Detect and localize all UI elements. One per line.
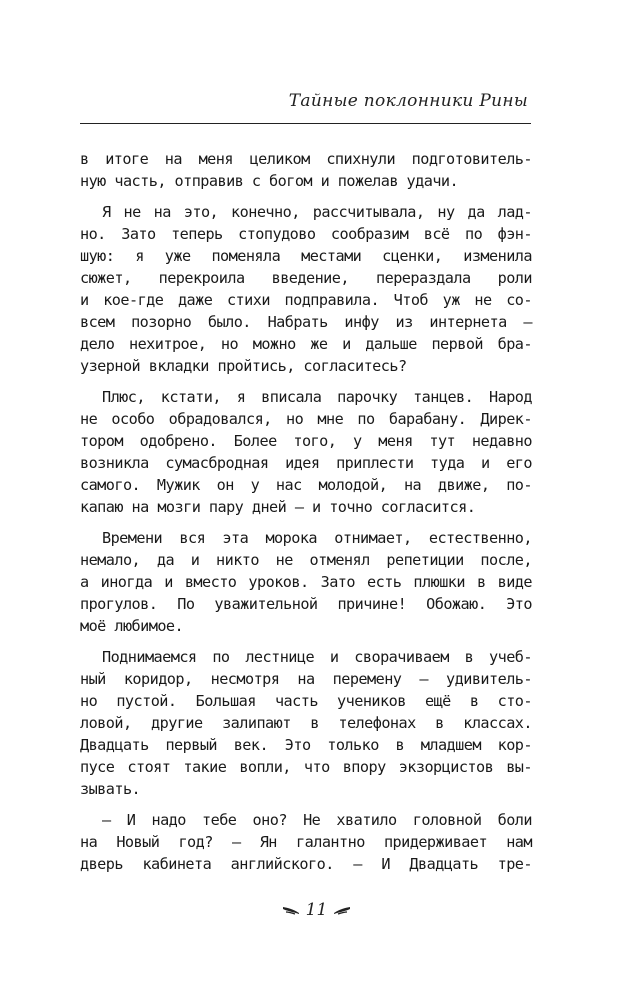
- text-line: Я не на это, конечно, рассчитывала, ну да лад-: [102, 203, 532, 221]
- paragraph: [80, 646, 532, 800]
- text-line: прогулов. По уважительной причине! Обожаю. Это: [80, 595, 532, 613]
- text-line: моё любимое.: [80, 617, 184, 635]
- text-line: а иногда и вместо уроков. Зато есть плюшки в виде: [80, 573, 532, 591]
- text-line: на Новый год? — Ян галантно придерживает нам: [80, 833, 532, 851]
- text-line: узерной вкладки пройтись, согласитесь?: [80, 357, 407, 375]
- text-line: ный коридор, несмотря на перемену — удивитель-: [80, 670, 532, 688]
- text-line: сюжет, перекроила введение, перераздала роли: [80, 269, 532, 287]
- text-line: ную часть, отправив с богом и пожелав удачи.: [80, 172, 459, 190]
- text-line: не особо обрадовался, но мне по барабану. Дирек-: [80, 410, 532, 428]
- text-line: самого. Мужик он у нас молодой, на движе, по-: [80, 476, 532, 494]
- page-footer: [0, 900, 633, 920]
- text-line: дверь кабинета английского. — И Двадцать тре-: [80, 855, 532, 873]
- paragraph: [80, 809, 532, 875]
- text-line: — И надо тебе оно? Не хватило головной боли: [102, 811, 532, 829]
- text-line: ловой, другие залипают в телефонах в классах.: [80, 714, 532, 732]
- text-line: дело нехитрое, но можно же и дальше первой бра-: [80, 335, 532, 353]
- text-line: в итоге на меня целиком спихнули подготовитель-: [80, 150, 532, 168]
- text-line: Поднимаемся по лестнице и сворачиваем в учеб-: [102, 648, 532, 666]
- page-number: 11: [305, 900, 328, 920]
- paragraph: [80, 386, 532, 518]
- left-flourish-icon: [282, 905, 300, 915]
- right-flourish-icon: [333, 905, 351, 915]
- text-line: зывать.: [80, 780, 141, 798]
- text-line: но пустой. Большая часть учеников ещё в сто-: [80, 692, 532, 710]
- text-line: капаю на мозги пару дней — и точно согласится.: [80, 498, 476, 516]
- text-line: Двадцать первый век. Это только в младшем кор-: [80, 736, 532, 754]
- paragraph: [80, 527, 532, 637]
- text-line: тором одобрено. Более того, у меня тут недавно: [80, 432, 532, 450]
- text-line: пусе стоят такие вопли, что впору экзорцистов вы-: [80, 758, 532, 776]
- text-line: Времени вся эта морока отнимает, естественно,: [102, 529, 532, 547]
- header-rule: [80, 123, 531, 124]
- body-text: [80, 148, 532, 884]
- text-line: немало, да и никто не отменял репетиции после,: [80, 551, 532, 569]
- running-title: Тайные поклонники Рины: [288, 91, 528, 111]
- text-line: но. Зато теперь стопудово сообразим всё по фэн-: [80, 225, 532, 243]
- text-line: Плюс, кстати, я вписала парочку танцев. Народ: [102, 388, 532, 406]
- text-line: возникла сумасбродная идея приплести туда и его: [80, 454, 532, 472]
- text-line: и кое-где даже стихи подправила. Чтоб уж не со-: [80, 291, 532, 309]
- paragraph: [80, 201, 532, 377]
- text-line: всем позорно было. Набрать инфу из интернета —: [80, 313, 532, 331]
- text-line: шую: я уже поменяла местами сценки, изменила: [80, 247, 532, 265]
- paragraph: [80, 148, 532, 192]
